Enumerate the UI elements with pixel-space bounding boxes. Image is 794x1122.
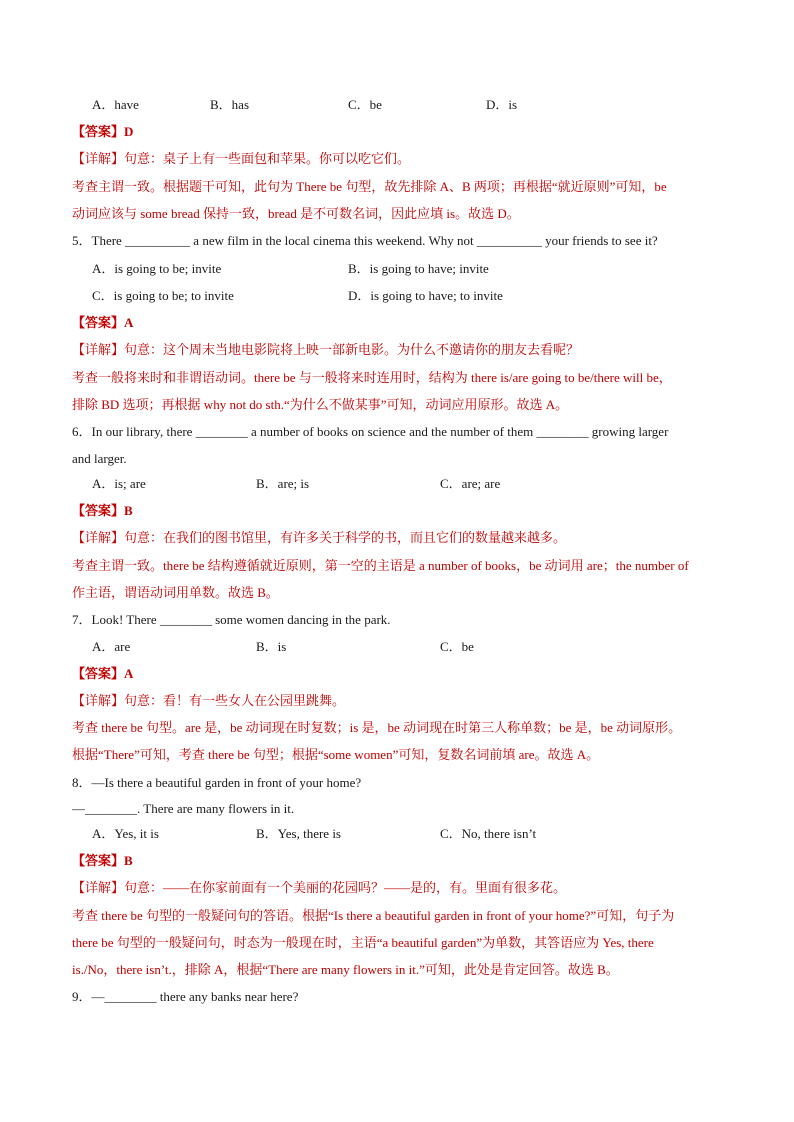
q8-stem-line-1: 8．—Is there a beautiful garden in front of your home? [72,775,362,790]
q6-stem-line-2: and larger. [72,451,127,466]
q5-detail-2: 考查一般将来时和非谓语动词。there be 与一般将来时连用时，结构为 there is/are going to be/there will be， [72,370,672,385]
q7-stem: 7．Look! There ________ some women dancing in the park. [72,612,391,627]
q5-answer: 【答案】A [72,315,134,330]
q6-option-b: B．are; is [256,476,310,491]
q7-option-c: C．be [440,639,474,654]
q5-detail-1: 【详解】句意：这个周末当地电影院将上映一部新电影。为什么不邀请你的朋友去看呢？ [72,342,580,357]
q5-detail-3: 排除 BD 选项；再根据 why not do sth.“为什么不做某事”可知，动词应用原形。故选 A。 [72,397,569,412]
q6-stem-line-1: 6．In our library, there ________ a number of books on science and the number of them ________ growing larger [72,424,669,439]
q6-answer: 【答案】B [72,503,133,518]
q4-option-c: C．be [348,97,382,112]
q6-option-c: C．are; are [440,476,501,491]
q7-option-b: B．is [256,639,287,654]
q4-detail-3: 动词应该与 some bread 保持一致，bread 是不可数名词，因此应填 is。故选 D。 [72,206,520,221]
q7-option-a: A．are [92,639,131,654]
q5-stem: 5．There __________ a new film in the local cinema this weekend. Why not __________ your friends to see it? [72,233,658,248]
q8-answer: 【答案】B [72,853,133,868]
q8-option-b: B．Yes, there is [256,826,341,841]
q8-stem-line-2: —________. There are many flowers in it. [72,801,295,816]
q9-stem: 9．—________ there any banks near here? [72,989,299,1004]
q6-option-a: A．is; are [92,476,146,491]
q8-option-c: C．No, there isn’t [440,826,537,841]
q7-answer: 【答案】A [72,666,134,681]
q8-option-a: A．Yes, it is [92,826,159,841]
q7-detail-2: 考查 there be 句型。are 是，be 动词现在时复数；is 是，be 动词现在时第三人称单数；be 是，be 动词原形。 [72,720,682,735]
q4-detail-2: 考查主谓一致。根据题干可知，此句为 There be 句型，故先排除 A、B 两项；再根据“就近原则”可知，be [72,179,667,194]
q6-detail-1: 【详解】句意：在我们的图书馆里，有许多关于科学的书，而且它们的数量越来越多。 [72,530,567,545]
q5-option-c: C．is going to be; to invite [92,288,234,303]
q4-option-b: B．has [210,97,250,112]
q4-option-a: A．have [92,97,139,112]
q8-detail-3: there be 句型的一般疑问句，时态为一般现在时，主语“a beautiful garden”为单数，其答语应为 Yes, there [72,935,654,950]
q4-option-d: D．is [486,97,518,112]
q4-detail-1: 【详解】句意：桌子上有一些面包和苹果。你可以吃它们。 [72,151,411,166]
q8-detail-1: 【详解】句意：——在你家前面有一个美丽的花园吗？——是的，有。里面有很多花。 [72,880,567,895]
q7-detail-1: 【详解】句意：看！有一些女人在公园里跳舞。 [72,693,346,708]
q8-detail-4: is./No，there isn’t.，排除 A，根据“There are many flowers in it.”可知，此处是肯定回答。故选 B。 [72,962,619,977]
q5-option-a: A．is going to be; invite [92,261,222,276]
q5-option-b: B．is going to have; invite [348,261,489,276]
q7-detail-3: 根据“There”可知，考查 there be 句型；根据“some women”可知，复数名词前填 are。故选 A。 [72,747,600,762]
q5-option-d: D．is going to have; to invite [348,288,503,303]
q6-detail-3: 作主语，谓语动词用单数。故选 B。 [72,585,279,600]
q8-detail-2: 考查 there be 句型的一般疑问句的答语。根据“Is there a beautiful garden in front of your home?”可知，句子为 [72,908,675,923]
q6-detail-2: 考查主谓一致。there be 结构遵循就近原则，第一空的主语是 a number of books，be 动词用 are；the number of [72,558,689,573]
q4-answer: 【答案】D [72,124,134,139]
